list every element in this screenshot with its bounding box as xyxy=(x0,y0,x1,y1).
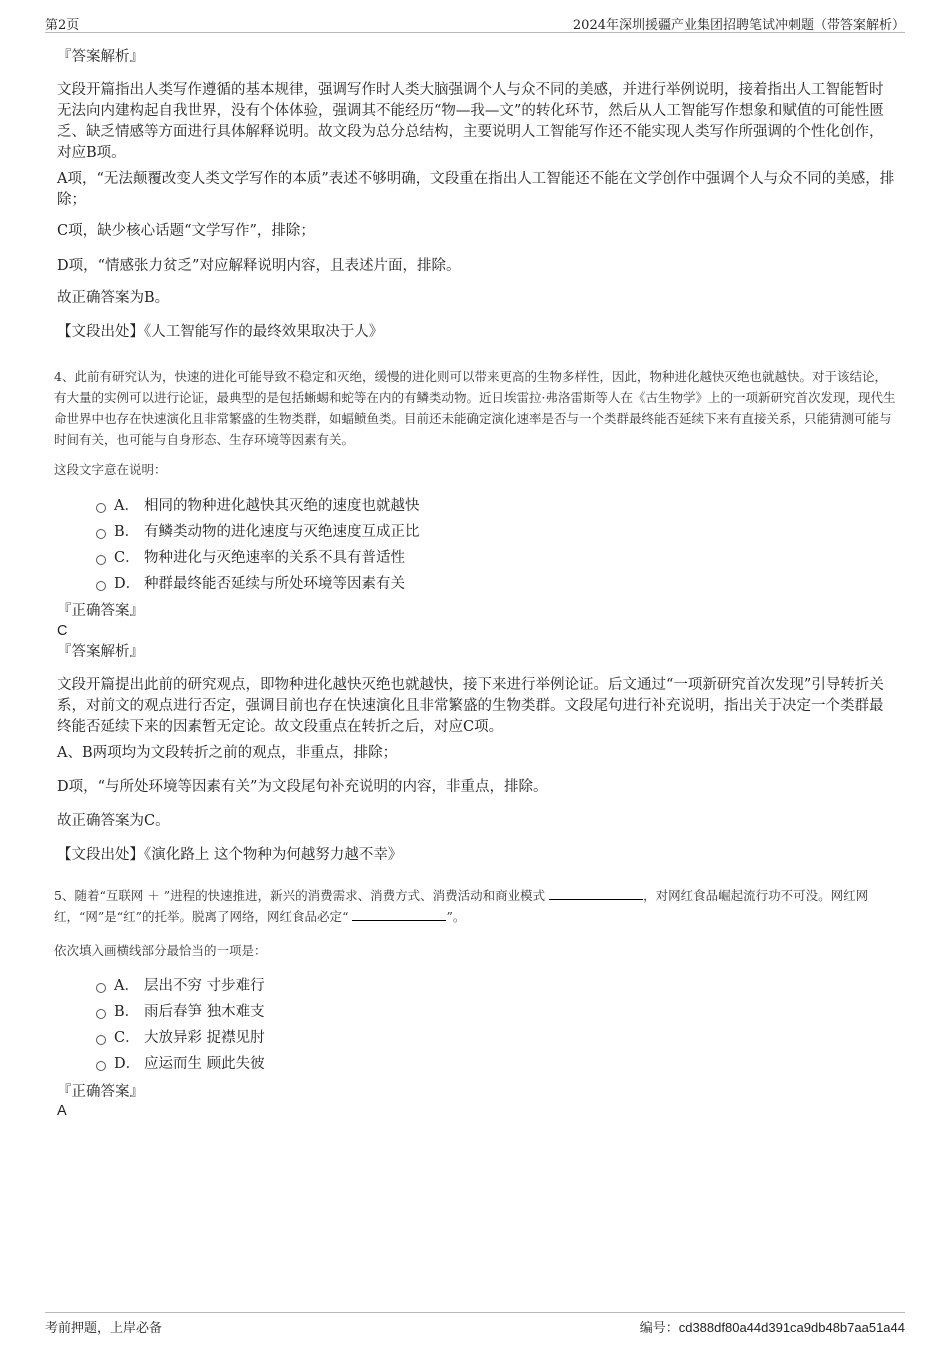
option-letter: A． xyxy=(114,978,139,994)
answer-label-4: 『正确答案』 xyxy=(57,603,144,619)
analysis-item-d-4: D项，“与所处环境等因素有关”为文段尾句补充说明的内容，非重点，排除。 xyxy=(57,779,548,795)
question-5-option-b[interactable] xyxy=(96,1002,265,1022)
analysis-item-a-3: A项，“无法颠覆改变人类文学写作的本质”表述不够明确，文段重在指出人工智能还不能在文学创作中强调个人与众不同的美感，排除； xyxy=(57,171,895,208)
stem-part-2: ，对网红食品崛起流行功不可没。网红网红，“网”是“红”的托举。脱离了网络，网红食品必定“ xyxy=(54,888,869,924)
page-number: 第2页 xyxy=(45,18,80,33)
question-4-option-c[interactable] xyxy=(96,548,405,568)
option-text: 大放异彩 捉襟见肘 xyxy=(144,1030,265,1046)
question-5-option-d[interactable] xyxy=(96,1054,265,1074)
analysis-label-3: 『答案解析』 xyxy=(57,49,144,65)
answer-5: A xyxy=(57,1103,67,1119)
radio-icon[interactable] xyxy=(96,529,106,539)
document-code xyxy=(640,1317,905,1336)
radio-icon[interactable] xyxy=(96,581,106,591)
fill-blank-2[interactable] xyxy=(352,908,446,921)
option-text: 物种进化与灭绝速率的关系不具有普适性 xyxy=(144,550,405,566)
analysis-text-3: 文段开篇指出人类写作遵循的基本规律，强调写作时人类大脑强调个人与众不同的美感，并进行举例说明，接着指出人工智能暂时无法向内建构起自我世界，没有个体体验，强调其不能经历“物—我—文”的转化环节，然后从人工智能写作想象和赋值的可能性匮乏、缺乏情感等方面进行具体解释说明。故文段为总分总结构，主要说明人工智能写作还不能实现人类写作所强调的个性化创作，对应B项。 xyxy=(57,82,884,161)
question-4-option-b[interactable] xyxy=(96,522,420,542)
code-value: cd388df80a44d391ca9db48b7aa51a44 xyxy=(678,1320,905,1335)
analysis-text-4: 文段开篇提出此前的研究观点，即物种进化越快灭绝也就越快，接下来进行举例论证。后文通过“一项新研究首次发现”引导转折关系，对前文的观点进行否定，强调目前也存在快速演化且非常繁盛的生物类群。文段尾句进行补充说明，指出关于决定一个类群最终能否延续下来的因素暂无定论。故文段重点在转折之后，对应C项。 xyxy=(57,677,884,735)
page-header xyxy=(45,12,905,33)
question-4-prompt: 这段文字意在说明： xyxy=(54,462,167,477)
conclusion-4: 故正确答案为C。 xyxy=(57,813,170,829)
option-letter: B． xyxy=(114,1004,140,1020)
footer-slogan: 考前押题，上岸必备 xyxy=(45,1321,163,1336)
stem-part-1: 5、随着“互联网 ＋ ”进程的快速推进，新兴的消费需求、消费方式、消费活动和商业模式 xyxy=(54,888,546,903)
option-letter: D． xyxy=(114,576,141,592)
option-letter: D． xyxy=(114,1056,141,1072)
question-5-option-c[interactable] xyxy=(96,1028,265,1048)
option-text: 相同的物种进化越快其灭绝的速度也就越快 xyxy=(144,498,420,514)
page-footer xyxy=(45,1312,905,1337)
question-5-option-a[interactable] xyxy=(96,976,265,996)
source-3: 【文段出处】《人工智能写作的最终效果取决于人》 xyxy=(57,324,384,340)
option-letter: C． xyxy=(114,550,140,566)
question-5-prompt: 依次填入画横线部分最恰当的一项是： xyxy=(54,943,267,958)
analysis-item-d-3: D项，“情感张力贫乏”对应解释说明内容，且表述片面，排除。 xyxy=(57,258,461,274)
option-text: 应运而生 顾此失彼 xyxy=(144,1056,265,1072)
question-4-stem: 4、此前有研究认为，快速的进化可能导致不稳定和灭绝，缓慢的进化则可以带来更高的生物多样性，因此，物种进化越快灭绝也就越快。对于该结论，有大量的实例可以进行论证，最典型的是包括蜥蜴和蛇等在内的有鳞类动物。近日埃雷拉·弗洛雷斯等人在《古生物学》上的一项新研究首次发现，现代生命世界中也存在快速演化且非常繁盛的生物类群，如蝠鲼鱼类。目前还未能确定演化速率是否与一个类群最终能否延续下来有直接关系，只能猜测可能与时间有关，也可能与自身形态、生存环境等因素有关。 xyxy=(54,369,896,447)
analysis-item-c-3: C项，缺少核心话题“文学写作”，排除； xyxy=(57,223,315,239)
option-letter: A． xyxy=(114,498,139,514)
code-label: 编号： xyxy=(639,1321,679,1336)
answer-4: C xyxy=(57,623,68,639)
fill-blank-1[interactable] xyxy=(549,887,643,900)
option-text: 雨后春笋 独木难支 xyxy=(144,1004,265,1020)
stem-part-3: ”。 xyxy=(446,909,466,924)
option-text: 层出不穷 寸步难行 xyxy=(144,978,265,994)
radio-icon[interactable] xyxy=(96,1061,106,1071)
question-4-option-d[interactable] xyxy=(96,574,405,594)
document-title: 2024年深圳援疆产业集团招聘笔试冲刺题（带答案解析） xyxy=(572,18,905,33)
question-4-option-a[interactable] xyxy=(96,496,420,516)
radio-icon[interactable] xyxy=(96,983,106,993)
analysis-label-4: 『答案解析』 xyxy=(57,644,144,660)
option-text: 种群最终能否延续与所处环境等因素有关 xyxy=(144,576,405,592)
radio-icon[interactable] xyxy=(96,555,106,565)
radio-icon[interactable] xyxy=(96,1009,106,1019)
radio-icon[interactable] xyxy=(96,1035,106,1045)
answer-label-5: 『正确答案』 xyxy=(57,1084,144,1100)
radio-icon[interactable] xyxy=(96,503,106,513)
option-letter: B． xyxy=(114,524,140,540)
option-text: 有鳞类动物的进化速度与灭绝速度互成正比 xyxy=(144,524,420,540)
conclusion-3: 故正确答案为B。 xyxy=(57,290,170,306)
question-5-stem xyxy=(54,885,896,927)
source-4: 【文段出处】《演化路上 这个物种为何越努力越不幸》 xyxy=(57,847,403,863)
option-letter: C． xyxy=(114,1030,140,1046)
analysis-item-ab-4: A、B两项均为文段转折之前的观点，非重点，排除； xyxy=(57,745,398,761)
